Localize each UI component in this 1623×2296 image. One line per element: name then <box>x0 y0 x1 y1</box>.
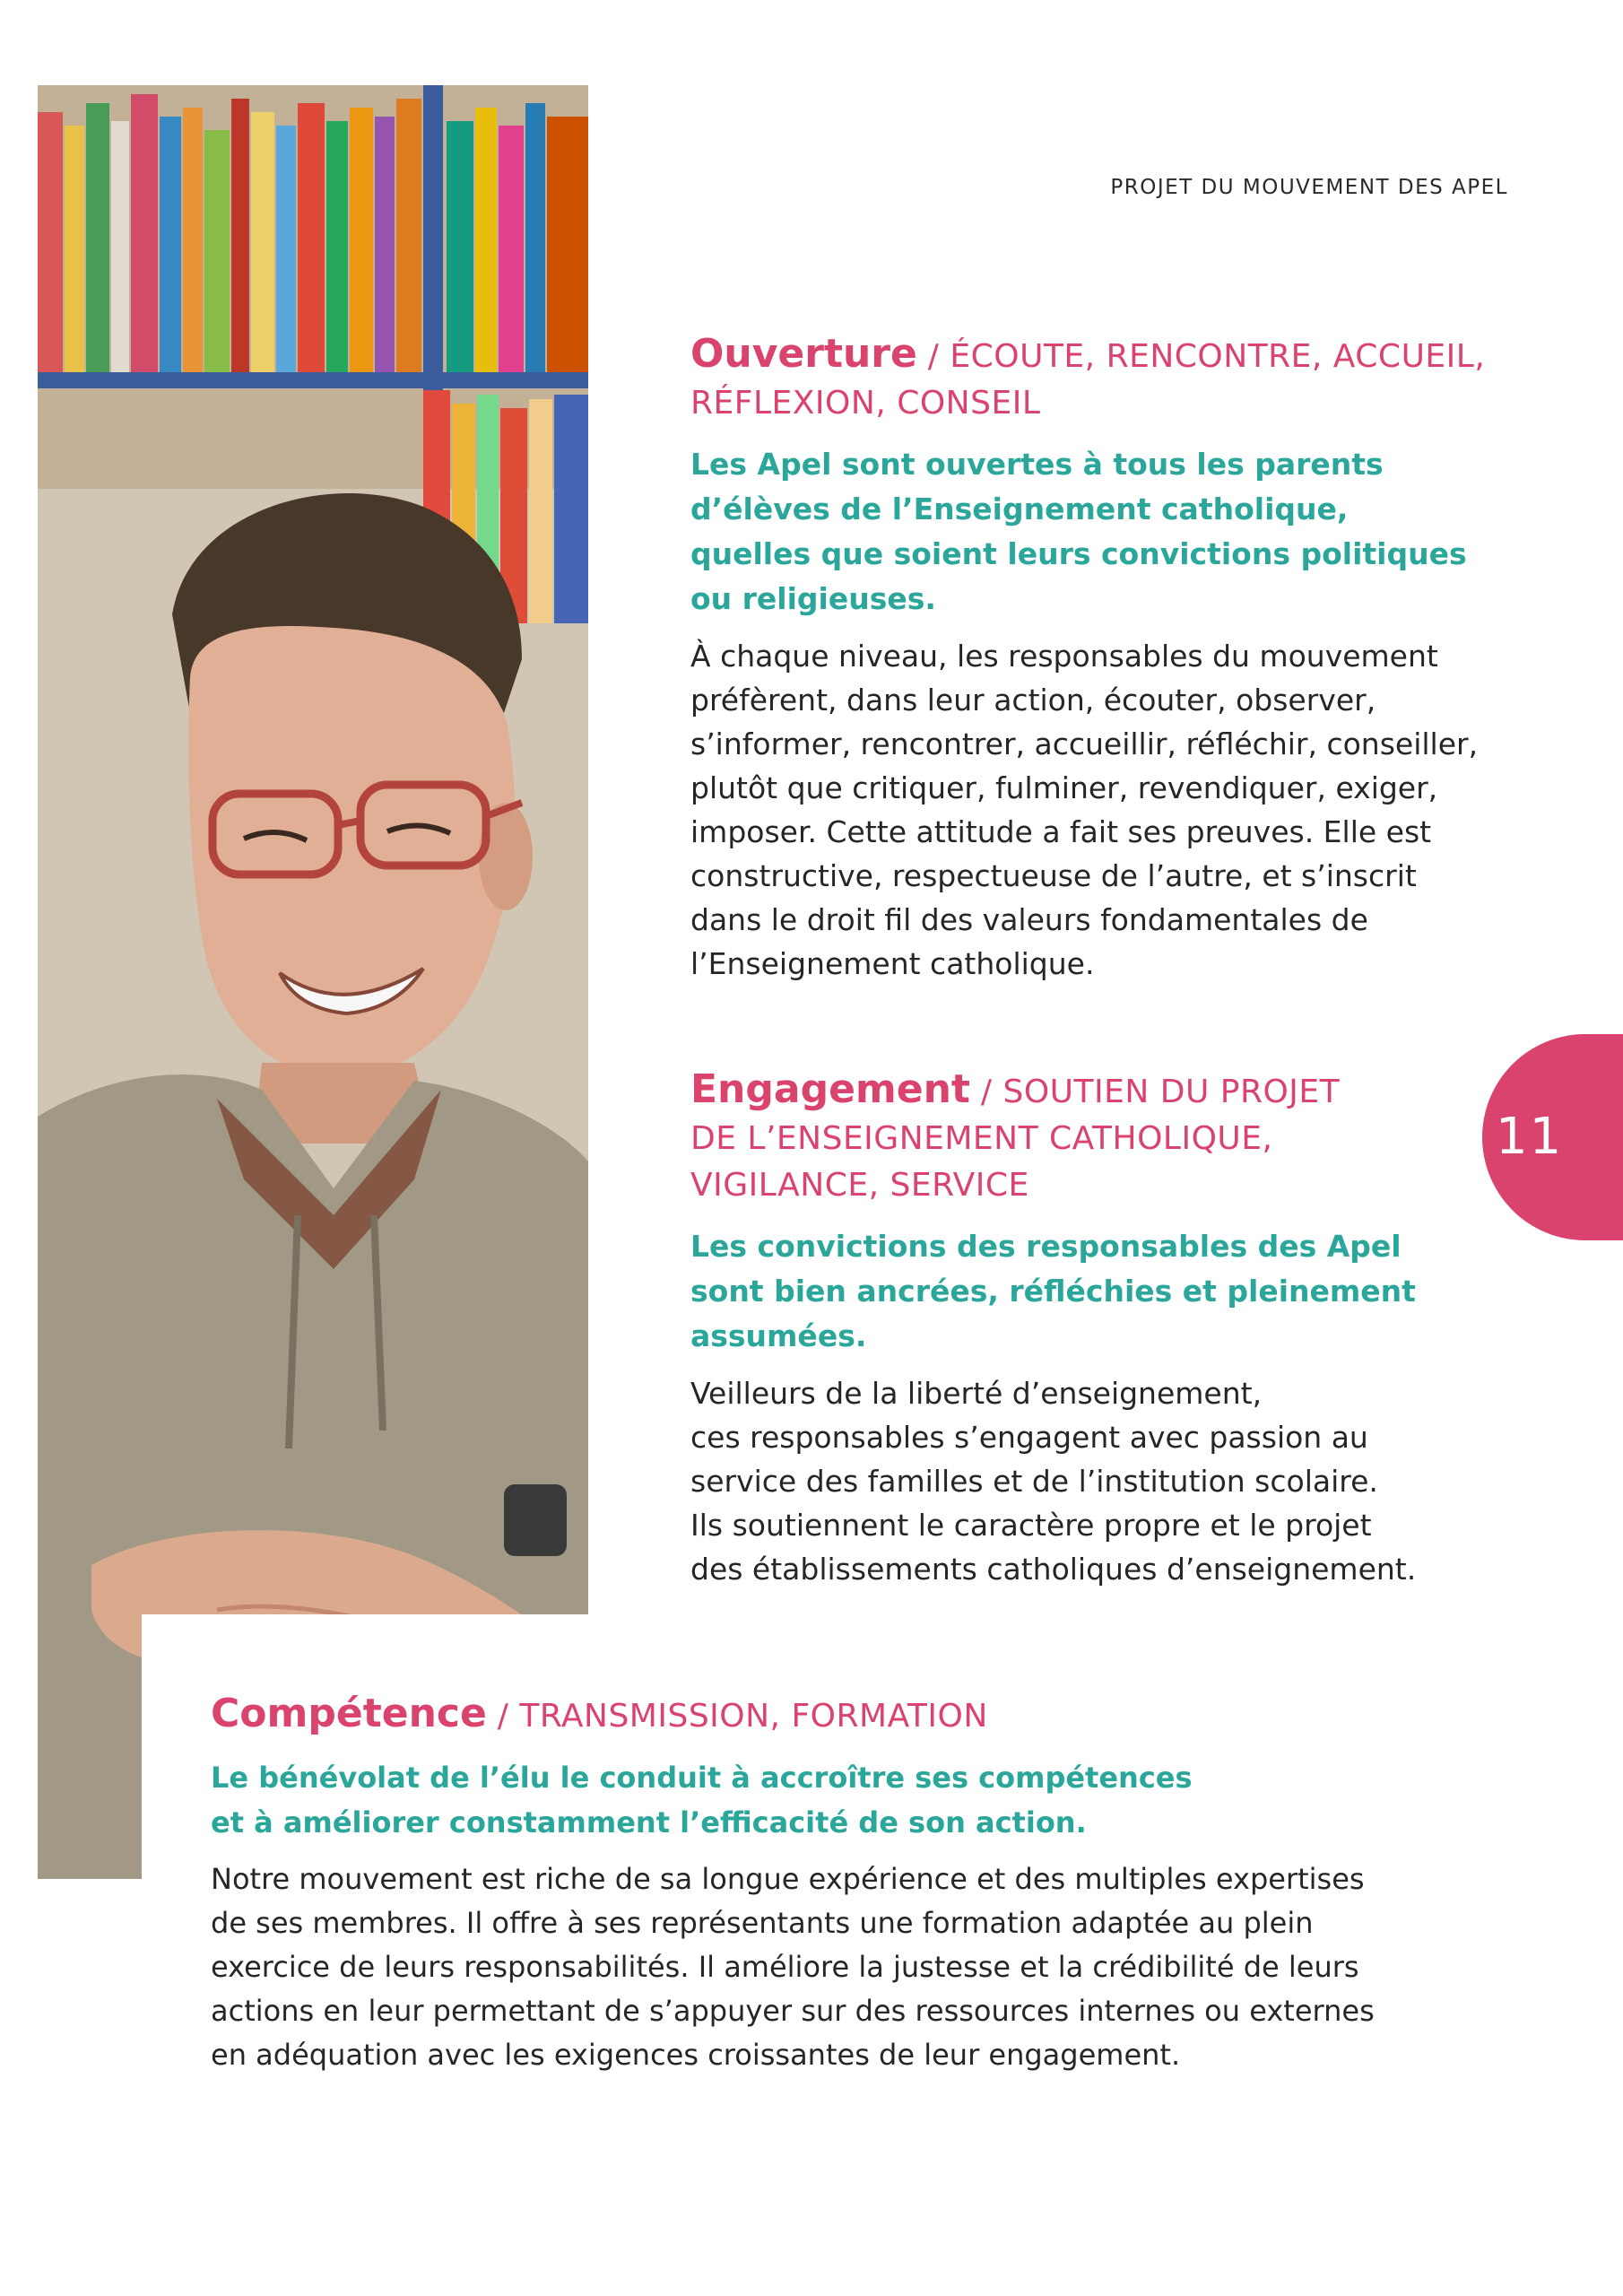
section-subtitle: TRANSMISSION, FORMATION <box>519 1698 988 1735</box>
body-line: Ils soutiennent le caractère propre et le projet <box>690 1508 1372 1543</box>
body-line: plutôt que critiquer, fulminer, revendiquer, exiger, <box>690 770 1438 805</box>
lead-line: d’élèves de l’Enseignement catholique, <box>690 491 1349 526</box>
body-line: l’Enseignement catholique. <box>690 946 1095 981</box>
body-line: préfèrent, dans leur action, écouter, observer, <box>690 683 1376 718</box>
section-engagement <box>690 1067 1462 1591</box>
body-line: des établissements catholiques d’enseignement. <box>690 1552 1417 1587</box>
body-line: À chaque niveau, les responsables du mouvement <box>690 639 1438 674</box>
body-line: en adéquation avec les exigences croissantes de leur engagement. <box>211 2038 1181 2072</box>
body-line: s’informer, rencontrer, accueillir, réfléchir, conseiller, <box>690 726 1479 761</box>
section-title <box>690 1067 1462 1115</box>
body-line: constructive, respectueuse de l’autre, et s’inscrit <box>690 858 1417 893</box>
section-ouverture <box>690 332 1515 986</box>
lead-line: quelles que soient leurs convictions politiques <box>690 536 1467 571</box>
body-paragraph <box>211 1857 1538 2077</box>
section-keyword: Compétence <box>211 1691 487 1736</box>
body-line: Veilleurs de la liberté d’enseignement, <box>690 1376 1263 1411</box>
lead-paragraph <box>690 1224 1462 1359</box>
body-line: actions en leur permettant de s’appuyer sur des ressources internes ou externes <box>211 1994 1375 2028</box>
running-header: PROJET DU MOUVEMENT DES APEL <box>1110 176 1508 199</box>
section-subtitle-continued <box>690 379 1515 426</box>
body-line: imposer. Cette attitude a fait ses preuves. Elle est <box>690 814 1432 849</box>
title-separator: / <box>916 338 950 375</box>
lead-line: Les Apel sont ouvertes à tous les parents <box>690 447 1384 482</box>
section-subtitle: DE L’ENSEIGNEMENT CATHOLIQUE, <box>690 1120 1273 1157</box>
body-paragraph <box>690 634 1515 986</box>
section-title <box>690 332 1515 379</box>
section-competence <box>211 1692 1538 2077</box>
lead-line: assumées. <box>690 1318 867 1353</box>
lead-line: et à améliorer constamment l’efficacité de son action. <box>211 1805 1087 1839</box>
section-keyword: Ouverture <box>690 331 917 377</box>
section-subtitle: VIGILANCE, SERVICE <box>690 1167 1029 1204</box>
title-separator: / <box>486 1698 520 1735</box>
lead-line: Les convictions des responsables des Apel <box>690 1229 1402 1264</box>
body-line: service des familles et de l’institution scolaire. <box>690 1464 1378 1499</box>
lead-line: ou religieuses. <box>690 581 936 616</box>
section-subtitle: SOUTIEN DU PROJET <box>1002 1074 1341 1110</box>
section-keyword: Engagement <box>690 1066 970 1112</box>
section-subtitle: ÉCOUTE, RENCONTRE, ACCUEIL, <box>950 338 1486 375</box>
page-number: 11 <box>1496 1108 1564 1166</box>
lead-line: sont bien ancrées, réfléchies et pleinement <box>690 1274 1416 1309</box>
section-subtitle-continued <box>690 1115 1462 1161</box>
section-subtitle: RÉFLEXION, CONSEIL <box>690 385 1041 422</box>
body-line: de ses membres. Il offre à ses représentants une formation adaptée au plein <box>211 1906 1314 1940</box>
lead-paragraph <box>211 1755 1538 1845</box>
section-subtitle-continued <box>690 1161 1462 1208</box>
portrait-photo <box>38 85 588 1879</box>
title-separator: / <box>969 1074 1003 1110</box>
lead-paragraph <box>690 442 1515 622</box>
section-title <box>211 1692 1538 1739</box>
lead-line: Le bénévolat de l’élu le conduit à accroître ses compétences <box>211 1761 1193 1795</box>
body-paragraph <box>690 1371 1462 1591</box>
body-line: dans le droit fil des valeurs fondamentales de <box>690 902 1368 937</box>
body-line: exercice de leurs responsabilités. Il améliore la justesse et la crédibilité de leurs <box>211 1950 1359 1984</box>
body-line: ces responsables s’engagent avec passion au <box>690 1420 1368 1455</box>
body-line: Notre mouvement est riche de sa longue expérience et des multiples expertises <box>211 1862 1365 1896</box>
